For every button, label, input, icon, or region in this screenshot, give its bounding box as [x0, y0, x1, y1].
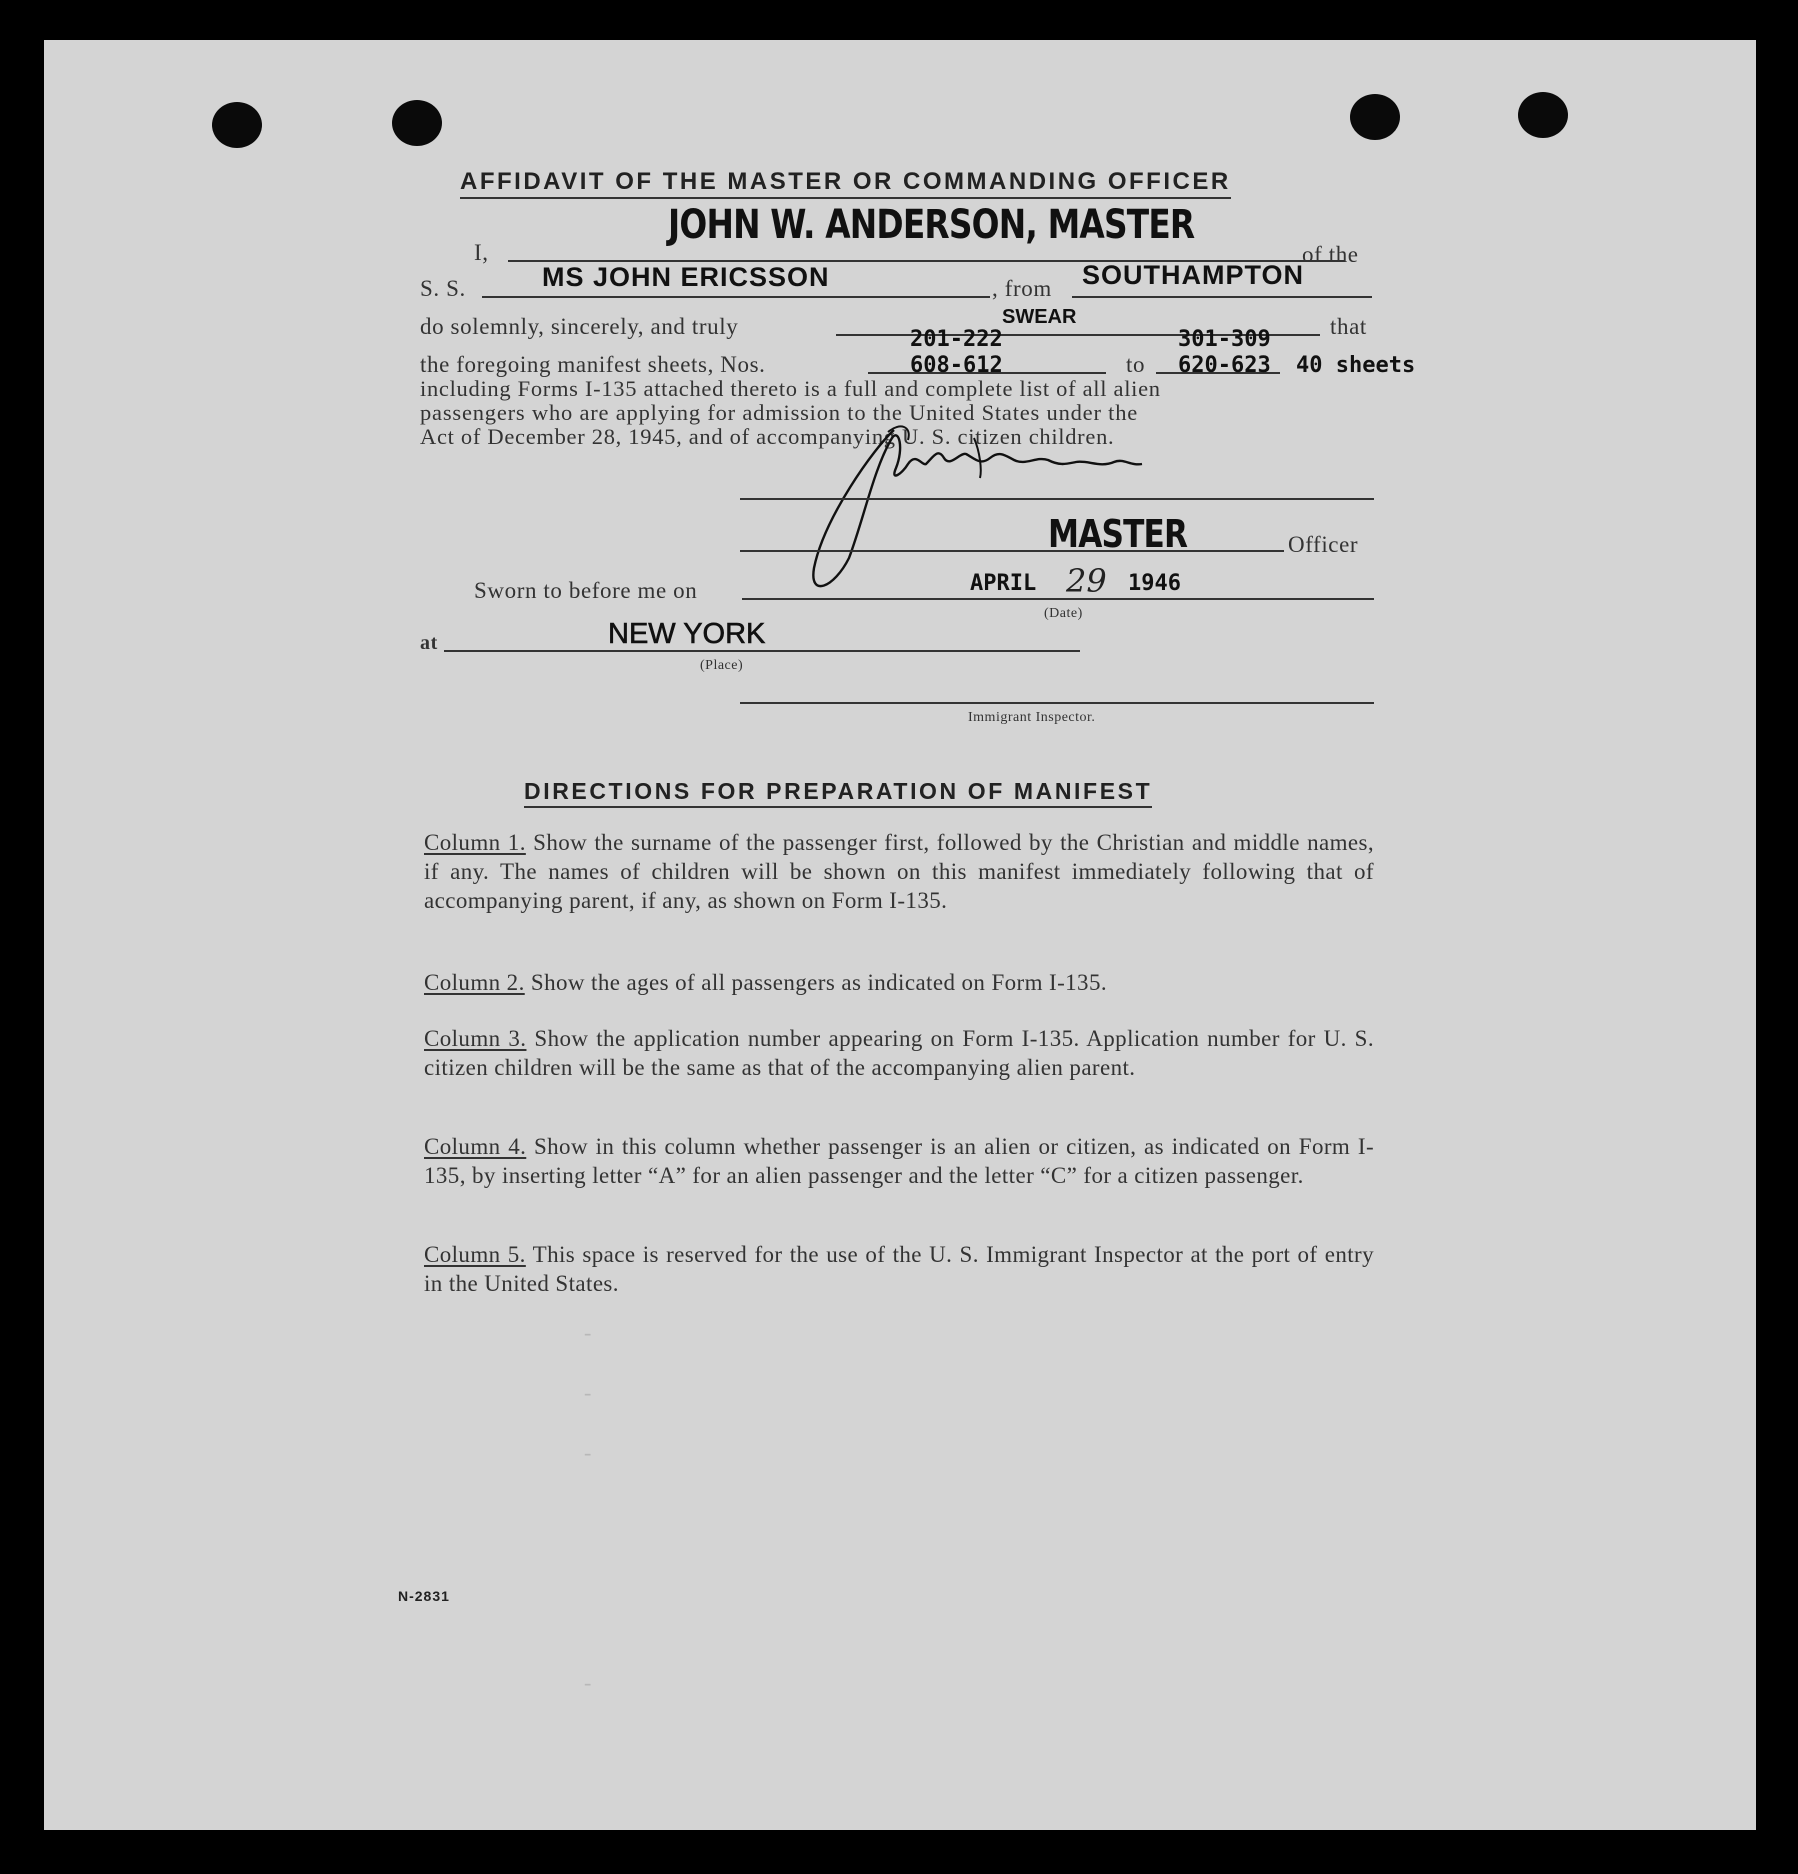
ship-name-line — [482, 296, 990, 298]
affidavit-title: AFFIDAVIT OF THE MASTER OR COMMANDING OFFICER — [460, 168, 1231, 199]
punch-hole-right-1 — [1350, 94, 1400, 140]
direction-column-3 — [424, 1024, 1374, 1082]
port-value: SOUTHAMPTON — [1082, 260, 1305, 290]
direction-label: Column 4. — [424, 1134, 527, 1159]
direction-column-4 — [424, 1132, 1374, 1190]
sheet-count: 40 sheets — [1296, 353, 1416, 378]
label-sworn: Sworn to before me on — [474, 578, 698, 603]
nos-end-1: 301-309 — [1178, 327, 1271, 352]
sworn-date-line — [742, 598, 1374, 600]
document-page — [44, 40, 1756, 1830]
direction-column-2 — [424, 968, 1374, 997]
inspector-signature-line — [740, 702, 1374, 704]
directions-title: DIRECTIONS FOR PREPARATION OF MANIFEST — [524, 778, 1152, 808]
punch-hole-left-2 — [392, 100, 442, 146]
punch-hole-left-1 — [212, 102, 262, 148]
affidavit-body-line-2: passengers who are applying for admission to the United States under the — [420, 400, 1139, 425]
direction-text: Show the ages of all passengers as indicated on Form I-135. — [530, 970, 1108, 995]
direction-column-1 — [424, 828, 1374, 915]
label-i: I, — [474, 240, 489, 265]
place-value: NEW YORK — [608, 618, 766, 650]
bleed-through-mark: - — [584, 1440, 592, 1465]
label-to: to — [1126, 352, 1146, 377]
bleed-through-mark: - — [584, 1320, 592, 1345]
label-that: that — [1330, 314, 1367, 339]
date-year: 1946 — [1128, 571, 1181, 596]
direction-column-5 — [424, 1240, 1374, 1298]
label-at: at — [420, 632, 438, 654]
label-of-the: of the — [1302, 242, 1359, 267]
direction-label: Column 5. — [424, 1242, 526, 1267]
affidavit-body-line-3: Act of December 28, 1945, and of accompanying U. S. citizen children. — [420, 424, 1115, 449]
oath-value: SWEAR — [1002, 306, 1077, 328]
direction-text: This space is reserved for the use of the U. S. Immigrant Inspector at the port of entry in the United States. — [424, 1242, 1374, 1296]
direction-label: Column 1. — [424, 830, 526, 855]
punch-hole-right-2 — [1518, 92, 1568, 138]
master-name-value: JOHN W. ANDERSON, MASTER — [668, 202, 1195, 248]
place-caption: (Place) — [700, 658, 744, 673]
date-caption: (Date) — [1044, 606, 1083, 621]
form-number: N-2831 — [398, 1588, 450, 1604]
nos-end-2: 620-623 — [1178, 353, 1271, 378]
officer-title-line — [740, 550, 1284, 552]
label-foregoing: the foregoing manifest sheets, Nos. — [420, 352, 766, 377]
label-ss: S. S. — [420, 276, 466, 301]
bleed-through-mark: - — [584, 1670, 592, 1695]
label-do-solemnly: do solemnly, sincerely, and truly — [420, 314, 739, 339]
direction-label: Column 3. — [424, 1026, 527, 1051]
date-month: APRIL — [970, 571, 1037, 596]
nos-start-2: 608-612 — [910, 353, 1003, 378]
ship-name-value: MS JOHN ERICSSON — [542, 262, 830, 292]
affidavit-body-line-1: including Forms I-135 attached thereto is a full and complete list of all alien — [420, 376, 1161, 401]
label-from: , from — [992, 276, 1052, 301]
port-line — [1072, 296, 1372, 298]
signature-line — [740, 498, 1374, 500]
direction-label: Column 2. — [424, 970, 525, 995]
inspector-caption: Immigrant Inspector. — [968, 710, 1096, 725]
direction-text: Show the application number appearing on Form I-135. Application number for U. S. citizen children will be the same as that of the accompanying alien parent. — [424, 1026, 1374, 1080]
direction-text: Show in this column whether passenger is an alien or citizen, as indicated on Form I-135, by inserting letter “A” for an alien passenger and the letter “C” for a citizen passenger. — [424, 1134, 1374, 1188]
nos-start-1: 201-222 — [910, 327, 1003, 352]
date-day: 29 — [1066, 562, 1107, 600]
officer-title-value: MASTER — [1048, 512, 1188, 556]
label-officer: Officer — [1288, 532, 1359, 557]
direction-text: Show the surname of the passenger first, followed by the Christian and middle names, if any. The names of children will be shown on this manifest immediately following that of accompanying parent, if any, as shown on Form I-135. — [424, 830, 1374, 913]
bleed-through-mark: - — [584, 1380, 592, 1405]
